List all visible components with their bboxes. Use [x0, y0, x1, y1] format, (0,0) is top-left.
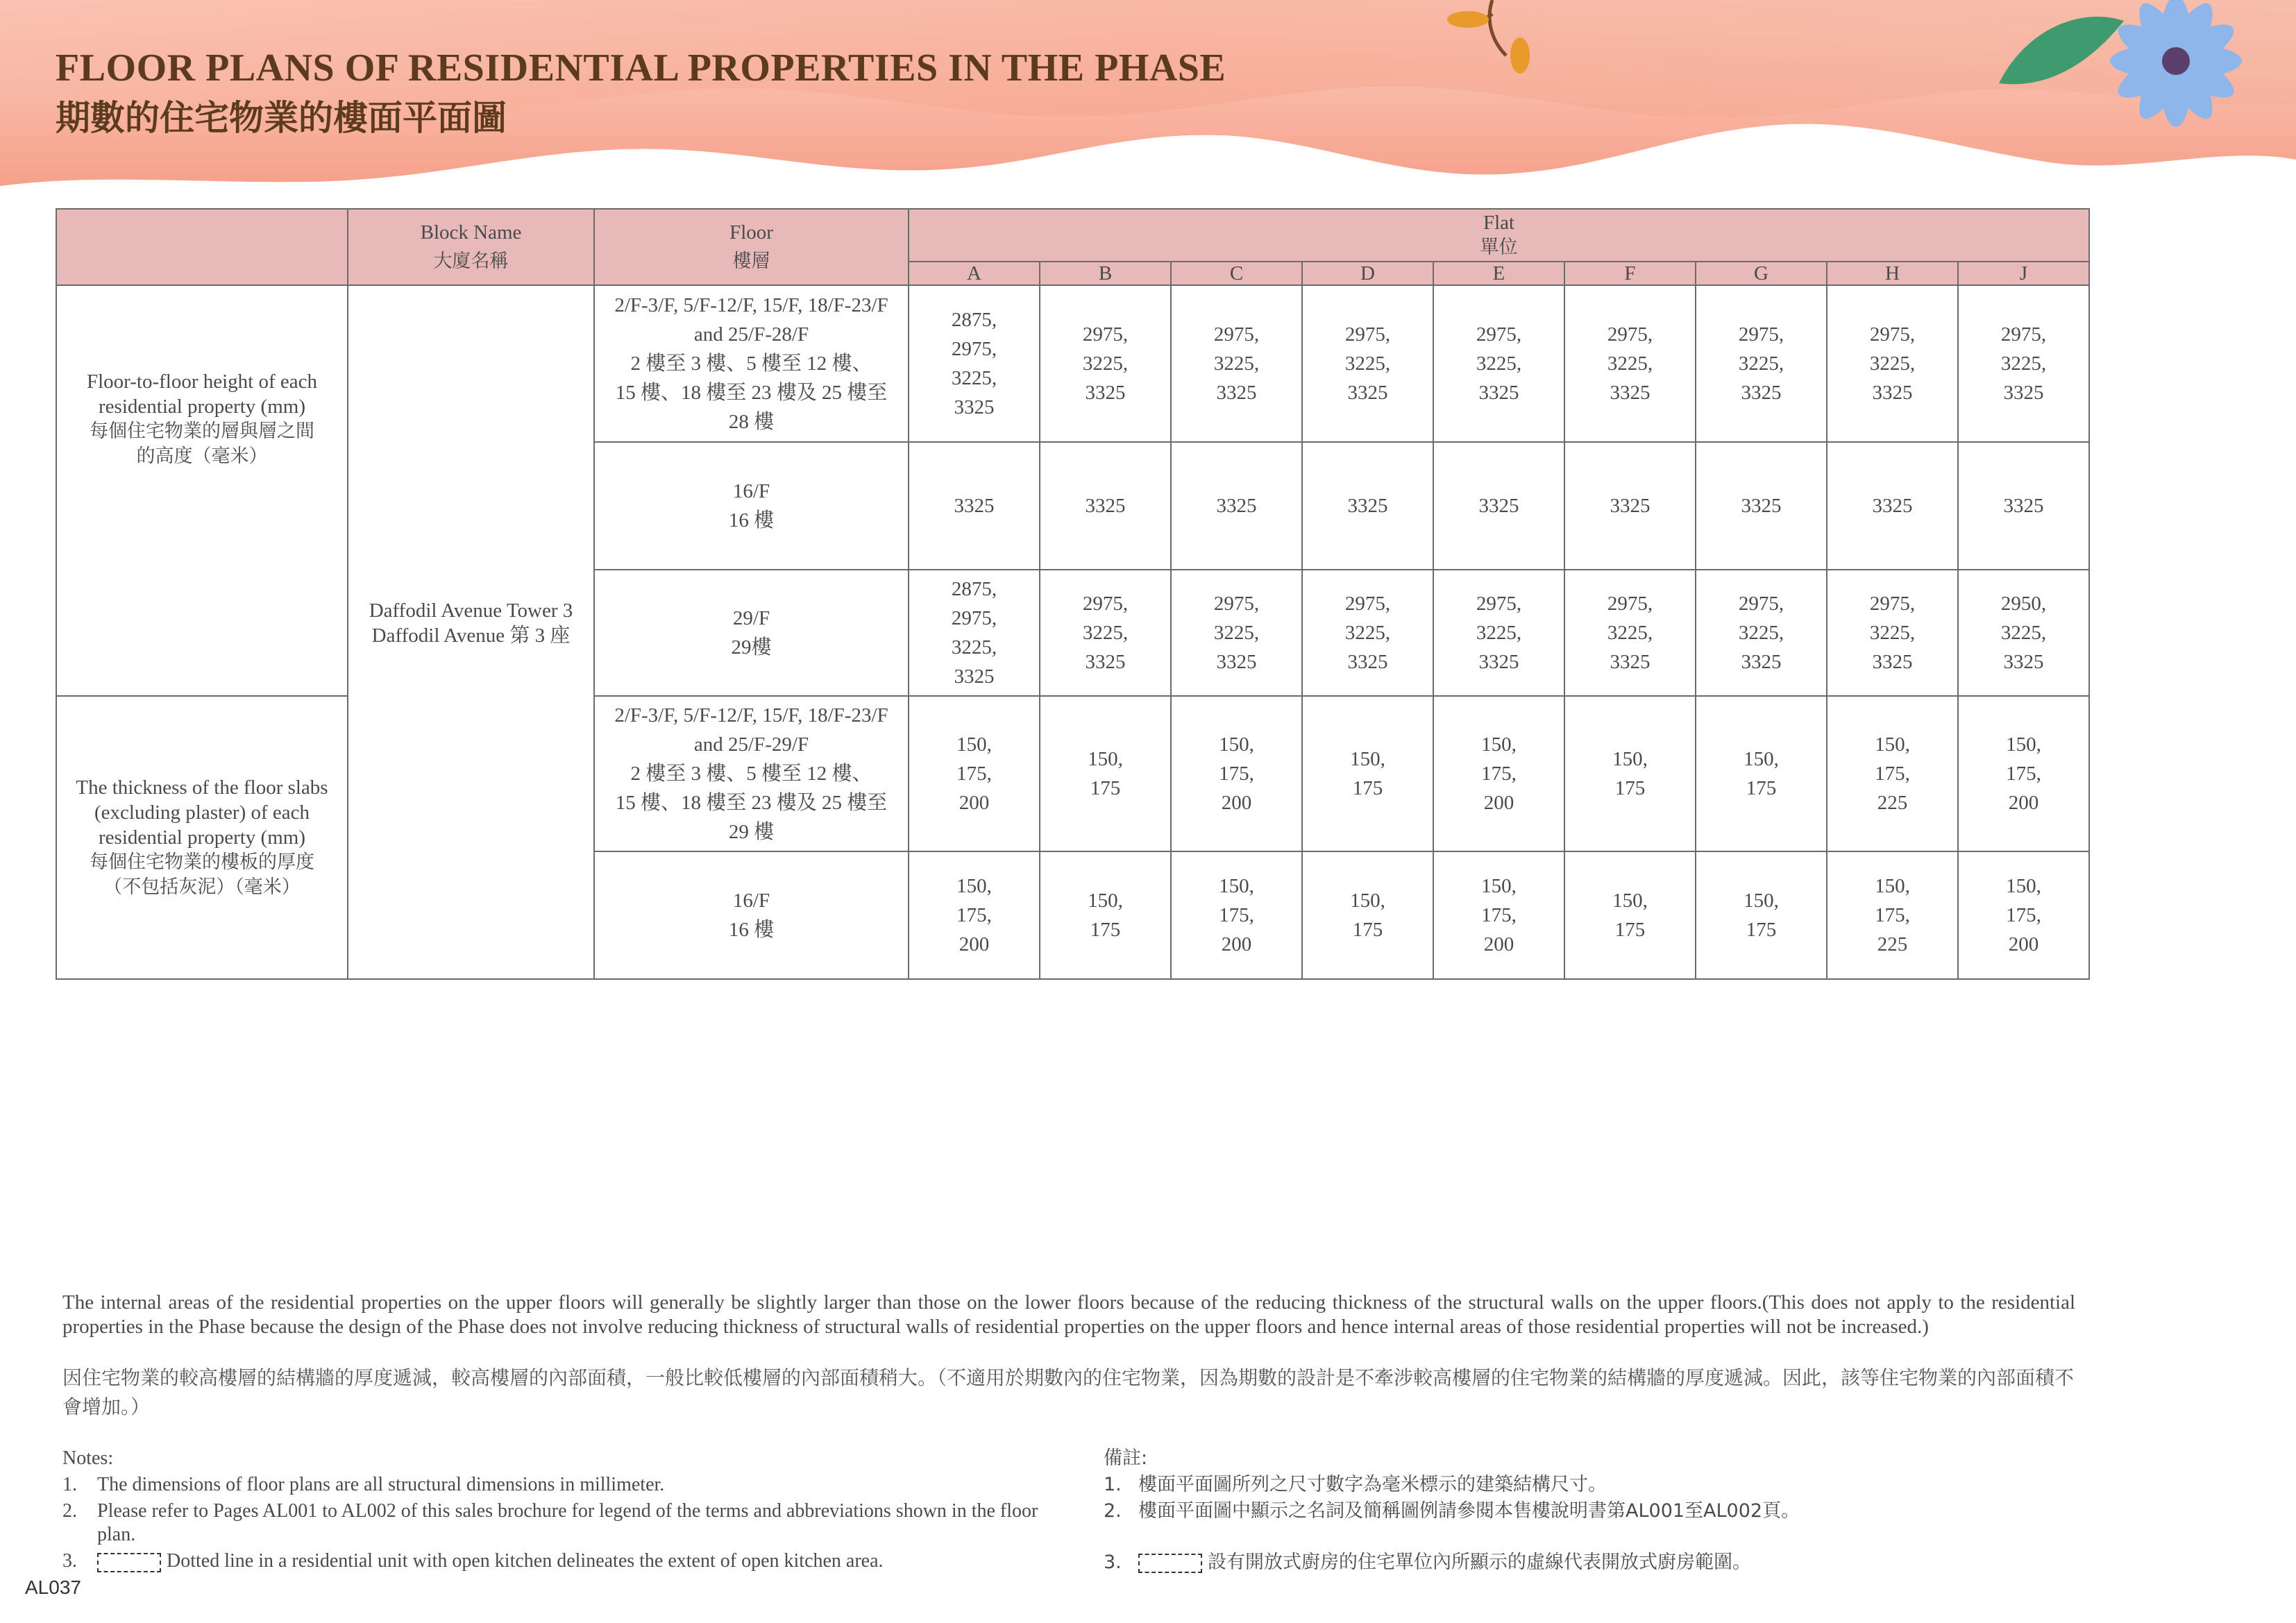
value-line: 3325	[2003, 651, 2044, 673]
value-cell	[1171, 285, 1302, 442]
value-line: 2975,	[2000, 323, 2047, 346]
note-3-body	[1138, 1551, 2089, 1574]
section-label-en: (excluding plaster) of each	[94, 801, 310, 824]
value-line: 150,	[956, 875, 992, 897]
value-line: 3325	[1610, 651, 1651, 673]
value-line: 2975,	[1213, 323, 1260, 346]
value-cell	[1696, 696, 1827, 851]
floor-line: 16/F	[732, 480, 770, 502]
value-line: 175,	[1219, 904, 1254, 926]
value-line: 3225,	[951, 367, 997, 389]
value-line: 3325	[1216, 382, 1257, 404]
value-line: 150,	[1875, 875, 1910, 897]
value-cell	[1171, 851, 1302, 979]
floor-line: 2 樓至 3 樓、5 樓至 12 樓、	[630, 352, 872, 375]
value-cell	[1958, 851, 2089, 979]
note-3	[62, 1549, 1048, 1573]
floor-cell	[594, 696, 909, 851]
value-line: 150,	[1481, 875, 1517, 897]
value-line: 3225,	[1082, 622, 1129, 644]
flat-letter: F	[1564, 262, 1696, 285]
value-line: 2975,	[951, 607, 997, 629]
note-number: 3.	[62, 1550, 77, 1572]
value-line: 2950,	[2000, 593, 2047, 615]
notes-heading-chinese: 備註:	[1104, 1447, 1148, 1469]
value-line: 3225,	[1344, 352, 1391, 375]
value-cell	[909, 442, 1040, 570]
value-line: 150,	[956, 733, 992, 756]
floor-line: 2 樓至 3 樓、5 樓至 12 樓、	[630, 763, 872, 785]
value-line: 150,	[1481, 733, 1517, 756]
value-line: 175,	[956, 763, 992, 785]
value-line: 150,	[1744, 748, 1779, 770]
value-cell	[1171, 570, 1302, 696]
note-text: 樓面平面圖中顯示之名詞及簡稱圖例請參閱本售樓說明書第AL001至AL002頁。	[1138, 1500, 1800, 1522]
value-line: 3325	[1741, 382, 1782, 404]
value-line: 3225,	[1738, 622, 1784, 644]
value-cell	[1827, 570, 1958, 696]
note-number: 3.	[1104, 1552, 1122, 1573]
value-line: 3325	[1741, 495, 1782, 517]
value-line: 3225,	[1344, 622, 1391, 644]
value-cell	[1564, 285, 1696, 442]
value-line: 175	[1090, 919, 1121, 941]
value-cell	[1040, 696, 1171, 851]
value-line: 3225,	[1607, 622, 1653, 644]
value-line: 2975,	[1607, 323, 1653, 346]
value-line: 150,	[2006, 875, 2041, 897]
note-2	[62, 1499, 1048, 1547]
value-line: 150,	[1744, 890, 1779, 912]
value-line: 175	[1090, 777, 1121, 799]
value-line: 3325	[954, 495, 995, 517]
value-line: 2975,	[1213, 593, 1260, 615]
value-line: 3225,	[951, 636, 997, 658]
note-3-body	[97, 1549, 1048, 1573]
floor-line: 29/F	[732, 607, 770, 629]
value-line: 150,	[1350, 748, 1385, 770]
value-line: 3325	[1085, 495, 1126, 517]
section-label-en: The thickness of the floor slabs	[76, 776, 328, 799]
value-cell	[1302, 696, 1433, 851]
page-title-chinese: 期數的住宅物業的樓面平面圖	[56, 98, 507, 138]
value-line: 200	[2008, 933, 2039, 955]
floor-line: 2/F-3/F, 5/F-12/F, 15/F, 18/F-23/F	[614, 294, 888, 316]
value-cell	[1696, 570, 1827, 696]
value-cell	[1040, 570, 1171, 696]
flat-header	[909, 209, 2089, 262]
flat-letter: J	[1958, 262, 2089, 285]
value-line: 2975,	[1738, 323, 1784, 346]
value-cell	[1696, 851, 1827, 979]
floor-line: 29 樓	[728, 821, 775, 843]
value-line: 2975,	[1344, 593, 1391, 615]
flat-letter: E	[1433, 262, 1564, 285]
value-cell	[1827, 285, 1958, 442]
value-cell	[1302, 442, 1433, 570]
value-line: 3325	[1478, 495, 1519, 517]
flat-header-zh: 單位	[1480, 237, 1518, 258]
block-name-header-en: Block Name	[420, 221, 522, 244]
value-cell	[1433, 285, 1564, 442]
value-cell	[1302, 851, 1433, 979]
floor-line: and 25/F-28/F	[693, 323, 809, 346]
value-cell	[1564, 442, 1696, 570]
block-name-en: Daffodil Avenue Tower 3	[369, 600, 573, 622]
block-name-zh: Daffodil Avenue 第 3 座	[371, 624, 571, 647]
floor-line: 16 樓	[728, 509, 775, 532]
value-line: 150,	[1088, 748, 1123, 770]
value-line: 3325	[1872, 382, 1913, 404]
note-3-chinese	[1104, 1551, 2089, 1574]
value-cell	[1958, 570, 2089, 696]
note-text: Dotted line in a residential unit with open kitchen delineates the extent of open kitchen area.	[167, 1550, 884, 1572]
value-cell	[1958, 696, 2089, 851]
floor-line: 28 樓	[728, 411, 775, 433]
value-line: 3325	[2003, 495, 2044, 517]
floor-header-en: Floor	[729, 221, 773, 244]
value-line: 150,	[1088, 890, 1123, 912]
value-line: 3325	[1347, 651, 1388, 673]
value-cell	[1040, 851, 1171, 979]
value-line: 2975,	[1869, 323, 1916, 346]
value-cell	[1171, 696, 1302, 851]
flat-header-en: Flat	[1483, 212, 1515, 234]
value-line: 200	[959, 792, 990, 814]
note-1-chinese	[1104, 1473, 2089, 1497]
floor-line: 16/F	[732, 890, 770, 912]
value-line: 2975,	[1476, 323, 1522, 346]
value-line: 200	[1483, 933, 1514, 955]
value-line: 3225,	[1476, 622, 1522, 644]
value-line: 3325	[1610, 382, 1651, 404]
floor-cell	[594, 285, 909, 442]
value-line: 3325	[1347, 495, 1388, 517]
value-line: 200	[1483, 792, 1514, 814]
value-cell	[1040, 442, 1171, 570]
flat-letter: B	[1040, 262, 1171, 285]
value-line: 3225,	[2000, 622, 2047, 644]
value-line: 2975,	[1738, 593, 1784, 615]
value-cell	[1433, 851, 1564, 979]
value-cell	[1302, 570, 1433, 696]
floor-line: 15 樓、18 樓至 23 樓及 25 樓至	[615, 792, 888, 814]
header-blank-cell	[56, 209, 348, 285]
value-line: 175,	[1875, 763, 1910, 785]
floor-header	[594, 209, 909, 285]
notes-heading: Notes:	[62, 1447, 114, 1469]
value-cell	[1433, 570, 1564, 696]
value-line: 3225,	[2000, 352, 2047, 375]
floor-line: 29樓	[731, 636, 772, 658]
value-line: 175	[1352, 919, 1383, 941]
value-line: 175,	[2006, 904, 2041, 926]
section-label	[56, 285, 348, 696]
flat-letter: G	[1696, 262, 1827, 285]
value-cell	[1958, 442, 2089, 570]
value-line: 150,	[1219, 875, 1254, 897]
value-cell	[909, 696, 1040, 851]
notes-chinese	[1104, 1447, 2089, 1574]
section-label-zh: 每個住宅物業的層與層之間	[90, 420, 314, 442]
value-line: 175	[1614, 777, 1646, 799]
note-number: 1.	[1104, 1474, 1122, 1495]
value-line: 175,	[1481, 904, 1517, 926]
value-cell	[1827, 442, 1958, 570]
value-line: 175,	[1219, 763, 1254, 785]
value-cell	[1958, 285, 2089, 442]
floor-line: 15 樓、18 樓至 23 樓及 25 樓至	[615, 382, 888, 404]
value-line: 175	[1352, 777, 1383, 799]
value-cell	[909, 570, 1040, 696]
table-header-row	[56, 209, 2089, 262]
value-line: 3325	[2003, 382, 2044, 404]
value-line: 3325	[1085, 651, 1126, 673]
value-line: 3225,	[1869, 622, 1916, 644]
value-line: 2975,	[1476, 593, 1522, 615]
value-line: 2975,	[951, 338, 997, 360]
value-line: 225	[1877, 792, 1908, 814]
value-line: 3225,	[1082, 352, 1129, 375]
value-line: 150,	[2006, 733, 2041, 756]
value-cell	[1433, 442, 1564, 570]
value-line: 3325	[1085, 382, 1126, 404]
flat-letter: C	[1171, 262, 1302, 285]
note-text: 樓面平面圖所列之尺寸數字為毫米標示的建築結構尺寸。	[1138, 1474, 1607, 1495]
value-line: 225	[1877, 933, 1908, 955]
table-body	[56, 285, 2089, 979]
value-line: 2975,	[1082, 323, 1129, 346]
note-text: 設有開放式廚房的住宅單位內所顯示的虛線代表開放式廚房範圍。	[1208, 1552, 1751, 1573]
value-line: 3325	[1610, 495, 1651, 517]
value-cell	[1827, 696, 1958, 851]
value-line: 200	[959, 933, 990, 955]
floor-line: 2/F-3/F, 5/F-12/F, 15/F, 18/F-23/F	[614, 704, 888, 726]
value-line: 3325	[1478, 651, 1519, 673]
section-label-en: residential property (mm)	[99, 826, 305, 849]
value-line: 150,	[1612, 890, 1648, 912]
value-line: 2975,	[1607, 593, 1653, 615]
dotted-line-legend-icon	[97, 1553, 161, 1572]
block-name-header-zh: 大廈名稱	[433, 250, 509, 272]
value-line: 3325	[954, 396, 995, 418]
value-cell	[1433, 696, 1564, 851]
section-label-zh: 的高度（毫米）	[136, 445, 268, 467]
value-line: 200	[1221, 933, 1252, 955]
value-line: 3325	[1347, 382, 1388, 404]
note-text: Please refer to Pages AL001 to AL002 of this sales brochure for legend of the terms and abbreviations shown in the floor plan.	[97, 1500, 1038, 1545]
section-label	[56, 696, 348, 979]
note-number: 1.	[62, 1474, 77, 1495]
value-cell	[1827, 851, 1958, 979]
value-line: 175,	[1875, 904, 1910, 926]
flat-letter: A	[909, 262, 1040, 285]
value-line: 175,	[956, 904, 992, 926]
note-number: 2.	[1104, 1500, 1122, 1522]
value-line: 3225,	[1213, 352, 1260, 375]
notes-english	[62, 1447, 1048, 1573]
value-cell	[1564, 851, 1696, 979]
value-line: 150,	[1219, 733, 1254, 756]
table-row	[56, 285, 2089, 442]
value-cell	[1564, 570, 1696, 696]
value-line: 3325	[1872, 651, 1913, 673]
value-line: 3225,	[1869, 352, 1916, 375]
page-title: FLOOR PLANS OF RESIDENTIAL PROPERTIES IN THE PHASE	[56, 46, 1226, 90]
value-line: 150,	[1612, 748, 1648, 770]
value-cell	[909, 285, 1040, 442]
value-cell	[909, 851, 1040, 979]
floor-cell	[594, 442, 909, 570]
block-name-header	[348, 209, 594, 285]
value-line: 2875,	[951, 578, 997, 600]
value-line: 3225,	[1738, 352, 1784, 375]
section-label-en: Floor-to-floor height of each	[86, 371, 317, 393]
note-number: 2.	[62, 1500, 77, 1522]
value-line: 3325	[1216, 495, 1257, 517]
value-line: 175	[1746, 919, 1777, 941]
value-line: 2875,	[951, 309, 997, 331]
value-line: 175,	[1481, 763, 1517, 785]
floor-cell	[594, 570, 909, 696]
floor-plan-table	[56, 208, 2090, 980]
value-cell	[1040, 285, 1171, 442]
page-code: AL037	[25, 1577, 81, 1598]
value-line: 3325	[1741, 651, 1782, 673]
section-label-zh: （不包括灰泥）（毫米）	[103, 876, 301, 898]
value-cell	[1302, 285, 1433, 442]
note-2-chinese	[1104, 1499, 2089, 1523]
value-line: 175,	[2006, 763, 2041, 785]
dotted-line-legend-icon	[1138, 1554, 1202, 1573]
value-line: 175	[1614, 919, 1646, 941]
value-line: 3325	[1872, 495, 1913, 517]
value-line: 150,	[1875, 733, 1910, 756]
value-line: 3325	[1478, 382, 1519, 404]
value-line: 3325	[954, 665, 995, 688]
value-line: 2975,	[1344, 323, 1391, 346]
value-line: 175	[1746, 777, 1777, 799]
value-line: 200	[1221, 792, 1252, 814]
floor-cell	[594, 851, 909, 979]
value-line: 3225,	[1607, 352, 1653, 375]
value-line: 2975,	[1082, 593, 1129, 615]
note-1	[62, 1473, 1048, 1497]
value-line: 200	[2008, 792, 2039, 814]
floor-line: and 25/F-29/F	[693, 733, 809, 756]
block-name-cell	[348, 285, 594, 979]
value-line: 3225,	[1476, 352, 1522, 375]
flat-letter: H	[1827, 262, 1958, 285]
section-label-en: residential property (mm)	[99, 396, 305, 418]
value-line: 3325	[1216, 651, 1257, 673]
note-text: The dimensions of floor plans are all structural dimensions in millimeter.	[97, 1474, 665, 1495]
remarks-english: The internal areas of the residential properties on the upper floors will generally be slightly larger than those on the lower floors because of the reducing thickness of the structural walls on the upper floors.(This does not apply to the residential properties in the Phase because the design of the Phase does not involve reducing thickness of structural walls of residential properties on the upper floors and hence internal areas of those residential properties will not be increased.)	[62, 1291, 2075, 1338]
value-line: 3225,	[1213, 622, 1260, 644]
flat-letter: D	[1302, 262, 1433, 285]
floor-line: 16 樓	[728, 919, 775, 941]
value-cell	[1696, 285, 1827, 442]
value-line: 2975,	[1869, 593, 1916, 615]
section-label-zh: 每個住宅物業的樓板的厚度	[90, 851, 314, 873]
value-cell	[1564, 696, 1696, 851]
floor-header-zh: 樓層	[732, 250, 770, 272]
value-line: 150,	[1350, 890, 1385, 912]
value-cell	[1171, 442, 1302, 570]
remarks-chinese: 因住宅物業的較高樓層的結構牆的厚度遞減，較高樓層的內部面積，一般比較低樓層的內部面積稍大。（不適用於期數內的住宅物業，因為期數的設計是不牽涉較高樓層的住宅物業的結構牆的厚度遞減。因此，該等住宅物業的內部面積不會增加。）	[62, 1366, 2075, 1418]
value-cell	[1696, 442, 1827, 570]
